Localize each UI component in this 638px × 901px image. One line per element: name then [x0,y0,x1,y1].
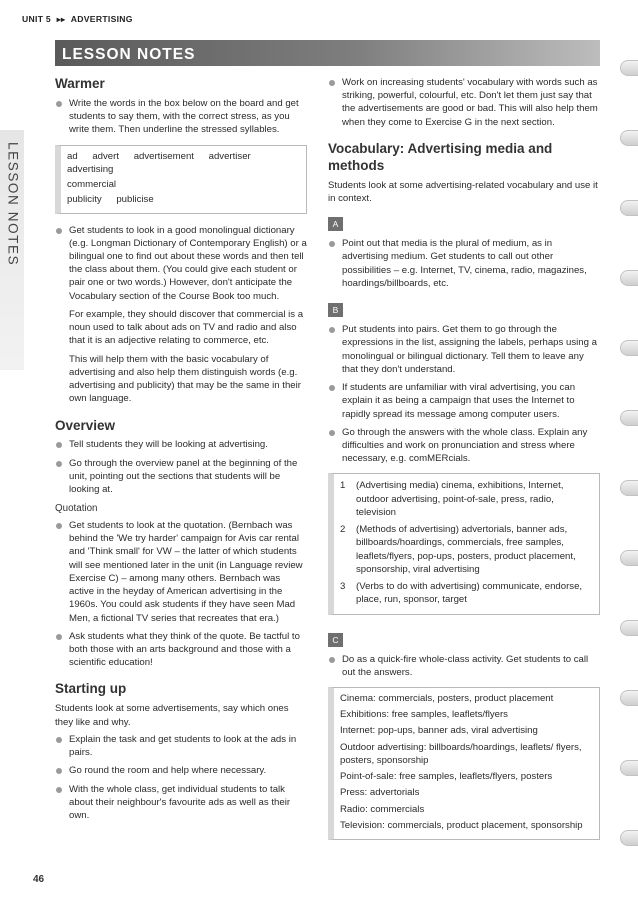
overview-bullet-3: Get students to look at the quotation. (Bernbach was behind the 'We try harder' campaign for Avis car rental and 'Think small' for VW – the latter of which students will see mentioned later in the unit (in Language review Exercise C) – among many others. Bernbach was active in the heyday of American advertising in the 1960s. You could ask students if they have seen Mad Men, a fictional TV series that recreates that era.) [55,519,307,625]
binder-ring-icon [620,130,638,146]
left-column [55,76,307,827]
warmer-bullet-2: Get students to look in a good monolingual dictionary (e.g. Longman Dictionary of Contemporary English) or a bilingual one to find out about these words and then tell the class about them. (You could give each student or pair one or two words.) However, don't anticipate the Vocabulary section of the Course Book too much. [55,224,307,303]
warmer-para-1: For example, they should discover that commercial is a noun used to talk about ads on TV and radio and also that it is an adjective relating to commerce, etc. [69,308,304,347]
binder-ring-icon [620,550,638,566]
exercise-c-bullet: Do as a quick-fire whole-class activity. Get students to call out the answers. [328,653,600,679]
word-box-row [67,150,300,176]
warmer-section [55,76,307,406]
answer-line: Television: commercials, product placement, sponsorship [340,819,583,831]
side-tab-label: LESSON NOTES [5,142,21,267]
answer-text: (Advertising media) cinema, exhibitions, Internet, outdoor advertising, point-of-sale, press, radio, television [356,480,564,518]
binder-ring-icon [620,270,638,286]
warmer-heading: Warmer [55,76,105,91]
warmer-bullet-1: Write the words in the box below on the board and get students to say them, with the correct stress, as you write them. Then underline the stressed syllables. [55,97,307,137]
exercise-a-bullet: Point out that media is the plural of medium, as in advertising medium. Get students to call out other possibilities – e.g. Internet, TV, cinema, radio, magazines, hoardings/billboards, etc. [328,237,600,290]
exercise-b-bullet-1: Put students into pairs. Get them to go through the expressions in the list, assigning the labels, perhaps using a monolingual or bilingual dictionary. Tell them to leave any that they don't understand. [328,323,600,376]
lesson-notes-banner [55,40,600,66]
answer-line: Outdoor advertising: billboards/hoardings, leaflets/ flyers, posters, sponsorship [340,741,582,766]
starting-up-bullet-1: Explain the task and get students to look at the ads in pairs. [55,733,307,759]
answer-line: Exhibitions: free samples, leaflets/flyers [340,709,508,721]
starting-up-section [55,681,307,822]
word-box-row [67,178,300,191]
exercise-b-answer-box [328,473,600,614]
binder-ring-icon [620,620,638,636]
vocabulary-intro: Students look at some advertising-related vocabulary and use it in context. [328,179,598,204]
answer-text: (Methods of advertising) advertorials, banner ads, billboards/hoardings, commercials, free samples, leaflets/flyers, pop-ups, posters, product placement, sponsorship, viral advertising [356,524,576,575]
unit-label: UNIT 5 [22,14,52,24]
binder-ring-icon [620,830,638,846]
starting-up-heading: Starting up [55,681,127,697]
word: ad [67,150,78,162]
vocabulary-heading: Vocabulary: Advertising media and methods [328,140,553,173]
overview-bullet-2: Go through the overview panel at the beginning of the unit, pointing out the sections that students will be looking at. [55,457,307,497]
exercise-c-badge: C [328,633,343,647]
answer-item [340,523,593,576]
binder-ring-icon [620,480,638,496]
starting-up-bullet-2: Go round the room and help where necessary. [55,764,307,777]
word: advert [92,150,120,162]
answer-line: Radio: commercials [340,803,425,815]
word-box-row [67,193,300,206]
word-box [55,145,307,214]
word: advertiser [208,150,251,162]
binder-rings [610,50,638,890]
binder-ring-icon [620,60,638,76]
answer-number: 1 [340,480,346,492]
topic-label: ADVERTISING [70,14,133,24]
answer-number: 2 [340,524,346,536]
answer-line: Cinema: commercials, posters, product placement [340,693,554,705]
vocabulary-section [328,141,600,840]
quotation-heading: Quotation [55,503,98,515]
binder-ring-icon [620,410,638,426]
word: publicise [116,194,154,206]
exercise-a-badge: A [328,217,343,231]
binder-ring-icon [620,340,638,356]
starting-up-bullet-3: With the whole class, get individual students to talk about their neighbour's favourite ads as well as their own. [55,783,307,823]
answer-line: Internet: pop-ups, banner ads, viral advertising [340,725,538,737]
binder-ring-icon [620,690,638,706]
answer-line: Press: advertorials [340,787,420,799]
arrow-icon: ▸▸ [56,15,66,24]
word: commercial [67,179,117,191]
answer-text: (Verbs to do with advertising) communicate, endorse, place, run, sponsor, target [356,581,583,606]
answer-item [340,580,593,606]
overview-bullet-1: Tell students they will be looking at advertising. [55,438,307,451]
binder-ring-icon [620,760,638,776]
overview-bullet-4: Ask students what they think of the quote. Be tactful to both those with an arts background and those with a scientific education! [55,630,307,670]
word: advertising [67,163,114,175]
exercise-b-bullet-3: Go through the answers with the whole class. Explain any difficulties and work on pronunciation and stress where necessary, e.g. comMERcials. [328,426,600,466]
word: advertisement [133,150,194,162]
answer-line: Point-of-sale: free samples, leaflets/flyers, posters [340,771,553,783]
vocabulary-work-bullet: Work on increasing students' vocabulary with words such as striking, powerful, colourful, etc. Don't let them just say that the advertisements are good or bad. This will also help them when they come to Exercise G in the next section. [328,76,600,129]
banner-title: LESSON NOTES [62,46,196,63]
warmer-para-2: This will help them with the basic vocabulary of advertising and also help them distinguish words (e.g. advertising and publicity) that may be the same in their own language. [69,353,301,405]
overview-section [55,418,307,670]
running-header [22,14,133,26]
starting-up-intro: Students look at some advertisements, say which ones they like and why. [55,703,289,728]
word: publicity [67,194,102,206]
exercise-c-answer-box [328,687,600,840]
exercise-b-badge: B [328,303,343,317]
answer-number: 3 [340,581,346,593]
binder-ring-icon [620,200,638,216]
overview-heading: Overview [55,417,116,433]
right-column [328,76,600,840]
answer-item [340,479,593,519]
page-number: 46 [33,874,45,885]
exercise-b-bullet-2: If students are unfamiliar with viral advertising, you can explain it as being a campaign that uses the Internet to rapidly spread its message among computer users. [328,381,600,421]
